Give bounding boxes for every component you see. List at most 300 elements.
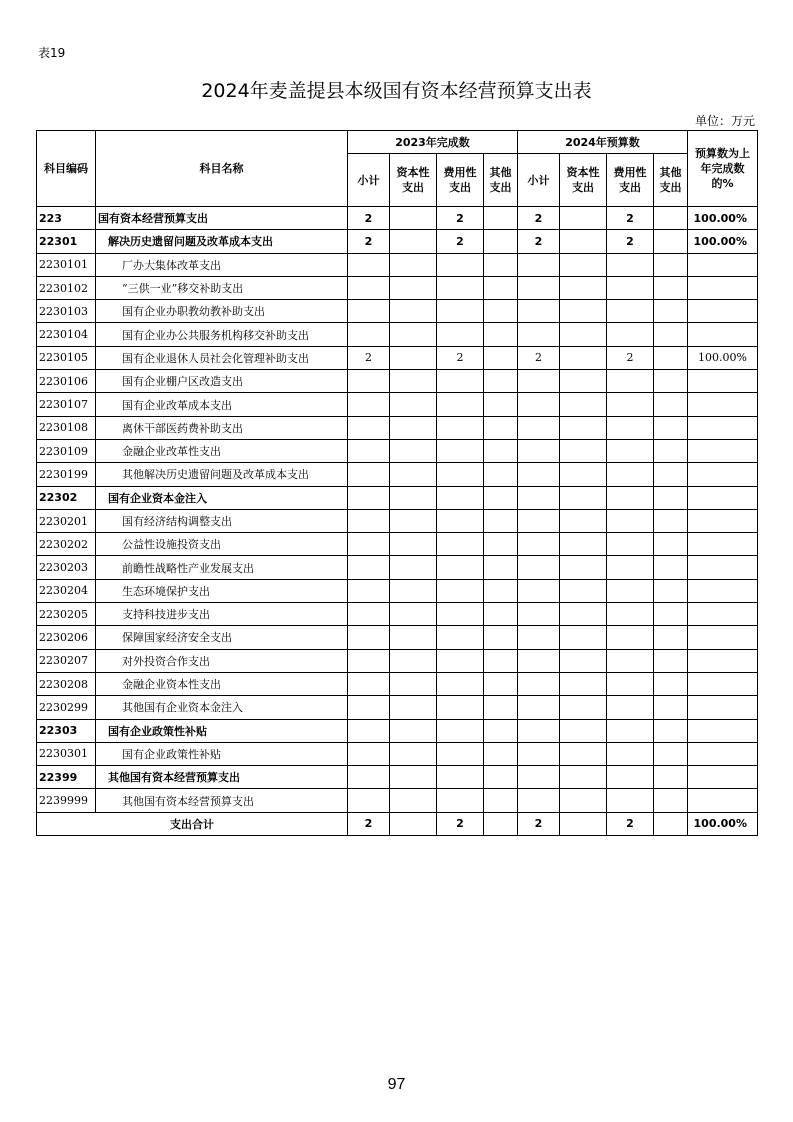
table-row — [37, 370, 758, 393]
row-expense-2024 — [607, 696, 654, 719]
row-capital-2023 — [390, 509, 437, 532]
row-code: 2230102 — [37, 276, 96, 299]
row-capital-2024 — [560, 626, 607, 649]
row-expense-2024 — [607, 463, 654, 486]
total-capital-2024 — [560, 812, 607, 835]
row-capital-2023 — [390, 276, 437, 299]
row-code: 2230301 — [37, 742, 96, 765]
row-other-2024 — [654, 789, 688, 812]
row-subtotal-2023 — [348, 556, 390, 579]
row-other-2023 — [484, 346, 518, 369]
row-subtotal-2023 — [348, 672, 390, 695]
row-capital-2023 — [390, 579, 437, 602]
row-other-2023 — [484, 486, 518, 509]
row-capital-2024 — [560, 323, 607, 346]
table-row — [37, 556, 758, 579]
row-subtotal-2023 — [348, 276, 390, 299]
header-ratio: 预算数为上年完成数的% — [688, 131, 758, 207]
row-ratio — [688, 579, 758, 602]
row-expense-2024 — [607, 766, 654, 789]
row-name: 保障国家经济安全支出 — [96, 626, 348, 649]
table-row — [37, 626, 758, 649]
table-row — [37, 509, 758, 532]
table-row — [37, 533, 758, 556]
row-name: 国有企业政策性补贴 — [96, 742, 348, 765]
row-code: 2230206 — [37, 626, 96, 649]
row-expense-2023 — [437, 393, 484, 416]
row-capital-2024 — [560, 486, 607, 509]
row-name: 国有企业棚户区改造支出 — [96, 370, 348, 393]
row-name: 金融企业资本性支出 — [96, 672, 348, 695]
row-capital-2023 — [390, 766, 437, 789]
row-other-2024 — [654, 276, 688, 299]
row-other-2024 — [654, 579, 688, 602]
header-other-2024: 其他支出 — [654, 154, 688, 207]
row-subtotal-2024 — [518, 276, 560, 299]
table-row — [37, 789, 758, 812]
row-capital-2023 — [390, 486, 437, 509]
row-expense-2023 — [437, 253, 484, 276]
row-capital-2024 — [560, 463, 607, 486]
table-row — [37, 207, 758, 230]
row-subtotal-2023 — [348, 463, 390, 486]
row-name: 国有企业改革成本支出 — [96, 393, 348, 416]
total-row — [37, 812, 758, 835]
row-expense-2024 — [607, 579, 654, 602]
row-expense-2023 — [437, 439, 484, 462]
row-other-2023 — [484, 509, 518, 532]
row-subtotal-2024 — [518, 323, 560, 346]
row-subtotal-2024 — [518, 486, 560, 509]
row-code: 2230101 — [37, 253, 96, 276]
row-other-2024 — [654, 672, 688, 695]
row-subtotal-2023 — [348, 649, 390, 672]
row-other-2024 — [654, 230, 688, 253]
row-other-2024 — [654, 486, 688, 509]
row-capital-2024 — [560, 439, 607, 462]
row-other-2023 — [484, 463, 518, 486]
row-name: 公益性设施投资支出 — [96, 533, 348, 556]
row-subtotal-2024 — [518, 509, 560, 532]
row-subtotal-2023 — [348, 766, 390, 789]
row-expense-2023 — [437, 626, 484, 649]
row-code: 22302 — [37, 486, 96, 509]
row-subtotal-2023 — [348, 603, 390, 626]
row-code: 2230201 — [37, 509, 96, 532]
row-capital-2023 — [390, 393, 437, 416]
row-subtotal-2024 — [518, 463, 560, 486]
row-other-2023 — [484, 603, 518, 626]
row-ratio — [688, 533, 758, 556]
row-expense-2024 — [607, 300, 654, 323]
row-capital-2024 — [560, 346, 607, 369]
row-other-2024 — [654, 300, 688, 323]
total-capital-2023 — [390, 812, 437, 835]
row-name: 国有企业办公共服务机构移交补助支出 — [96, 323, 348, 346]
row-expense-2023 — [437, 300, 484, 323]
row-capital-2023 — [390, 439, 437, 462]
row-other-2023 — [484, 556, 518, 579]
header-other-2023: 其他支出 — [484, 154, 518, 207]
row-subtotal-2024 — [518, 416, 560, 439]
row-name: 国有资本经营预算支出 — [96, 207, 348, 230]
row-ratio — [688, 276, 758, 299]
table-row — [37, 439, 758, 462]
row-subtotal-2024: 2 — [518, 346, 560, 369]
row-subtotal-2024 — [518, 253, 560, 276]
table-row — [37, 766, 758, 789]
table-row — [37, 253, 758, 276]
row-expense-2024 — [607, 276, 654, 299]
row-subtotal-2024 — [518, 393, 560, 416]
row-subtotal-2024 — [518, 696, 560, 719]
header-expense-2024: 费用性支出 — [607, 154, 654, 207]
row-code: 2230104 — [37, 323, 96, 346]
row-code: 2230108 — [37, 416, 96, 439]
row-other-2024 — [654, 207, 688, 230]
row-ratio — [688, 416, 758, 439]
row-subtotal-2024 — [518, 789, 560, 812]
row-code: 22399 — [37, 766, 96, 789]
row-other-2024 — [654, 370, 688, 393]
table-row — [37, 300, 758, 323]
row-ratio — [688, 393, 758, 416]
table-row — [37, 416, 758, 439]
row-other-2023 — [484, 416, 518, 439]
row-other-2023 — [484, 742, 518, 765]
row-capital-2024 — [560, 253, 607, 276]
header-subtotal-2023: 小计 — [348, 154, 390, 207]
row-ratio — [688, 789, 758, 812]
row-code: 223 — [37, 207, 96, 230]
row-expense-2024 — [607, 626, 654, 649]
row-subtotal-2024 — [518, 439, 560, 462]
row-code: 2230299 — [37, 696, 96, 719]
table-row — [37, 323, 758, 346]
row-ratio — [688, 300, 758, 323]
row-subtotal-2023: 2 — [348, 346, 390, 369]
row-subtotal-2023 — [348, 370, 390, 393]
row-capital-2024 — [560, 393, 607, 416]
row-other-2023 — [484, 626, 518, 649]
row-subtotal-2024 — [518, 649, 560, 672]
row-capital-2023 — [390, 463, 437, 486]
table-row — [37, 672, 758, 695]
row-capital-2024 — [560, 416, 607, 439]
row-subtotal-2023 — [348, 696, 390, 719]
table-row — [37, 696, 758, 719]
row-capital-2023 — [390, 719, 437, 742]
row-expense-2023 — [437, 463, 484, 486]
row-other-2023 — [484, 789, 518, 812]
row-capital-2023 — [390, 696, 437, 719]
table-row — [37, 742, 758, 765]
row-capital-2023 — [390, 207, 437, 230]
row-capital-2024 — [560, 509, 607, 532]
row-subtotal-2024 — [518, 719, 560, 742]
row-capital-2024 — [560, 696, 607, 719]
row-subtotal-2024 — [518, 672, 560, 695]
row-other-2024 — [654, 603, 688, 626]
row-expense-2024: 2 — [607, 230, 654, 253]
row-expense-2024 — [607, 603, 654, 626]
row-other-2023 — [484, 579, 518, 602]
row-expense-2024 — [607, 533, 654, 556]
row-code: 2230107 — [37, 393, 96, 416]
row-other-2024 — [654, 626, 688, 649]
row-subtotal-2024 — [518, 300, 560, 323]
row-ratio — [688, 649, 758, 672]
row-name: 离休干部医药费补助支出 — [96, 416, 348, 439]
row-ratio: 100.00% — [688, 207, 758, 230]
row-expense-2023 — [437, 672, 484, 695]
row-subtotal-2023 — [348, 323, 390, 346]
row-subtotal-2024 — [518, 556, 560, 579]
row-expense-2024 — [607, 486, 654, 509]
total-expense-2023: 2 — [437, 812, 484, 835]
table-number: 表19 — [38, 46, 66, 60]
row-ratio — [688, 253, 758, 276]
page-number: 97 — [387, 1076, 406, 1093]
row-ratio: 100.00% — [688, 230, 758, 253]
row-code: 2230103 — [37, 300, 96, 323]
row-subtotal-2023 — [348, 509, 390, 532]
row-capital-2023 — [390, 672, 437, 695]
row-expense-2024 — [607, 439, 654, 462]
row-capital-2023 — [390, 300, 437, 323]
row-subtotal-2023 — [348, 416, 390, 439]
row-code: 2230109 — [37, 439, 96, 462]
row-expense-2023 — [437, 789, 484, 812]
row-name: 金融企业改革性支出 — [96, 439, 348, 462]
row-other-2023 — [484, 393, 518, 416]
row-subtotal-2024: 2 — [518, 207, 560, 230]
row-expense-2024 — [607, 370, 654, 393]
row-capital-2024 — [560, 230, 607, 253]
row-subtotal-2024 — [518, 742, 560, 765]
row-name: 其他国有资本经营预算支出 — [96, 766, 348, 789]
row-other-2023 — [484, 300, 518, 323]
row-other-2024 — [654, 696, 688, 719]
row-subtotal-2024 — [518, 370, 560, 393]
header-capital-2024: 资本性支出 — [560, 154, 607, 207]
row-code: 2230106 — [37, 370, 96, 393]
row-expense-2023 — [437, 323, 484, 346]
row-code: 2230202 — [37, 533, 96, 556]
row-code: 2230105 — [37, 346, 96, 369]
row-other-2023 — [484, 207, 518, 230]
row-name: 其他国有企业资本金注入 — [96, 696, 348, 719]
row-capital-2023 — [390, 253, 437, 276]
row-subtotal-2024 — [518, 766, 560, 789]
table-body — [37, 207, 758, 836]
row-code: 2230204 — [37, 579, 96, 602]
row-other-2023 — [484, 253, 518, 276]
table-row — [37, 276, 758, 299]
row-capital-2024 — [560, 603, 607, 626]
row-expense-2024: 2 — [607, 346, 654, 369]
row-other-2024 — [654, 766, 688, 789]
row-expense-2023: 2 — [437, 230, 484, 253]
row-capital-2024 — [560, 370, 607, 393]
row-other-2024 — [654, 323, 688, 346]
row-ratio — [688, 672, 758, 695]
row-ratio — [688, 486, 758, 509]
row-other-2024 — [654, 533, 688, 556]
row-ratio — [688, 463, 758, 486]
row-subtotal-2023 — [348, 393, 390, 416]
row-other-2024 — [654, 393, 688, 416]
row-expense-2024 — [607, 719, 654, 742]
row-capital-2024 — [560, 649, 607, 672]
row-code: 22303 — [37, 719, 96, 742]
row-subtotal-2023 — [348, 579, 390, 602]
row-capital-2023 — [390, 649, 437, 672]
row-ratio — [688, 370, 758, 393]
row-expense-2024: 2 — [607, 207, 654, 230]
row-expense-2023 — [437, 370, 484, 393]
row-expense-2023 — [437, 533, 484, 556]
row-ratio — [688, 766, 758, 789]
row-subtotal-2023 — [348, 533, 390, 556]
row-other-2023 — [484, 649, 518, 672]
row-other-2024 — [654, 463, 688, 486]
row-expense-2023 — [437, 416, 484, 439]
page-title: 2024年麦盖提县本级国有资本经营预算支出表 — [201, 80, 592, 102]
row-capital-2023 — [390, 323, 437, 346]
row-name: 解决历史遗留问题及改革成本支出 — [96, 230, 348, 253]
row-other-2024 — [654, 719, 688, 742]
row-other-2024 — [654, 346, 688, 369]
row-expense-2024 — [607, 742, 654, 765]
row-expense-2024 — [607, 393, 654, 416]
row-capital-2023 — [390, 603, 437, 626]
row-expense-2024 — [607, 509, 654, 532]
row-name: 生态环境保护支出 — [96, 579, 348, 602]
row-subtotal-2023 — [348, 719, 390, 742]
row-subtotal-2023 — [348, 789, 390, 812]
row-subtotal-2023: 2 — [348, 230, 390, 253]
row-ratio — [688, 719, 758, 742]
row-name: 国有企业退休人员社会化管理补助支出 — [96, 346, 348, 369]
header-subtotal-2024: 小计 — [518, 154, 560, 207]
total-other-2024 — [654, 812, 688, 835]
row-other-2023 — [484, 276, 518, 299]
row-name: 支持科技进步支出 — [96, 603, 348, 626]
row-expense-2023 — [437, 742, 484, 765]
row-capital-2024 — [560, 579, 607, 602]
row-capital-2024 — [560, 789, 607, 812]
row-code: 2230199 — [37, 463, 96, 486]
row-capital-2023 — [390, 789, 437, 812]
row-expense-2023 — [437, 696, 484, 719]
budget-table — [36, 130, 758, 836]
row-other-2024 — [654, 742, 688, 765]
row-code: 2230205 — [37, 603, 96, 626]
row-subtotal-2023 — [348, 626, 390, 649]
row-code: 2239999 — [37, 789, 96, 812]
row-capital-2023 — [390, 416, 437, 439]
row-capital-2024 — [560, 672, 607, 695]
row-name: 其他解决历史遗留问题及改革成本支出 — [96, 463, 348, 486]
total-ratio: 100.00% — [688, 812, 758, 835]
row-other-2024 — [654, 253, 688, 276]
row-expense-2023 — [437, 649, 484, 672]
row-ratio — [688, 323, 758, 346]
row-other-2024 — [654, 439, 688, 462]
row-expense-2024 — [607, 556, 654, 579]
row-expense-2024 — [607, 416, 654, 439]
row-capital-2023 — [390, 556, 437, 579]
row-capital-2023 — [390, 370, 437, 393]
table-row — [37, 649, 758, 672]
table-row — [37, 486, 758, 509]
row-code: 22301 — [37, 230, 96, 253]
row-name: 国有经济结构调整支出 — [96, 509, 348, 532]
row-capital-2023 — [390, 533, 437, 556]
header-code: 科目编码 — [37, 131, 96, 207]
row-capital-2023 — [390, 626, 437, 649]
table-row — [37, 603, 758, 626]
header-expense-2023: 费用性支出 — [437, 154, 484, 207]
row-capital-2024 — [560, 719, 607, 742]
row-expense-2023 — [437, 579, 484, 602]
row-expense-2023 — [437, 556, 484, 579]
row-ratio — [688, 439, 758, 462]
row-expense-2023 — [437, 766, 484, 789]
row-other-2023 — [484, 696, 518, 719]
header-capital-2023: 资本性支出 — [390, 154, 437, 207]
row-ratio — [688, 509, 758, 532]
row-other-2024 — [654, 509, 688, 532]
row-name: 厂办大集体改革支出 — [96, 253, 348, 276]
row-capital-2024 — [560, 207, 607, 230]
row-capital-2024 — [560, 533, 607, 556]
row-ratio — [688, 696, 758, 719]
header-2024: 2024年预算数 — [518, 131, 688, 154]
row-ratio — [688, 742, 758, 765]
row-code: 2230208 — [37, 672, 96, 695]
row-other-2024 — [654, 416, 688, 439]
row-subtotal-2024 — [518, 533, 560, 556]
total-subtotal-2023: 2 — [348, 812, 390, 835]
row-name: 前瞻性战略性产业发展支出 — [96, 556, 348, 579]
row-subtotal-2023 — [348, 742, 390, 765]
row-other-2023 — [484, 323, 518, 346]
row-name: “三供一业”移交补助支出 — [96, 276, 348, 299]
row-ratio — [688, 626, 758, 649]
row-capital-2024 — [560, 276, 607, 299]
table-row — [37, 463, 758, 486]
row-other-2023 — [484, 719, 518, 742]
row-name: 国有企业政策性补贴 — [96, 719, 348, 742]
row-expense-2023: 2 — [437, 207, 484, 230]
table-row — [37, 579, 758, 602]
row-expense-2023: 2 — [437, 346, 484, 369]
row-other-2023 — [484, 230, 518, 253]
row-expense-2023 — [437, 603, 484, 626]
row-capital-2023 — [390, 346, 437, 369]
row-capital-2024 — [560, 742, 607, 765]
table-row — [37, 393, 758, 416]
row-expense-2023 — [437, 719, 484, 742]
row-subtotal-2023 — [348, 253, 390, 276]
table-row — [37, 230, 758, 253]
row-expense-2023 — [437, 276, 484, 299]
row-other-2023 — [484, 439, 518, 462]
row-expense-2024 — [607, 253, 654, 276]
row-name: 其他国有资本经营预算支出 — [96, 789, 348, 812]
